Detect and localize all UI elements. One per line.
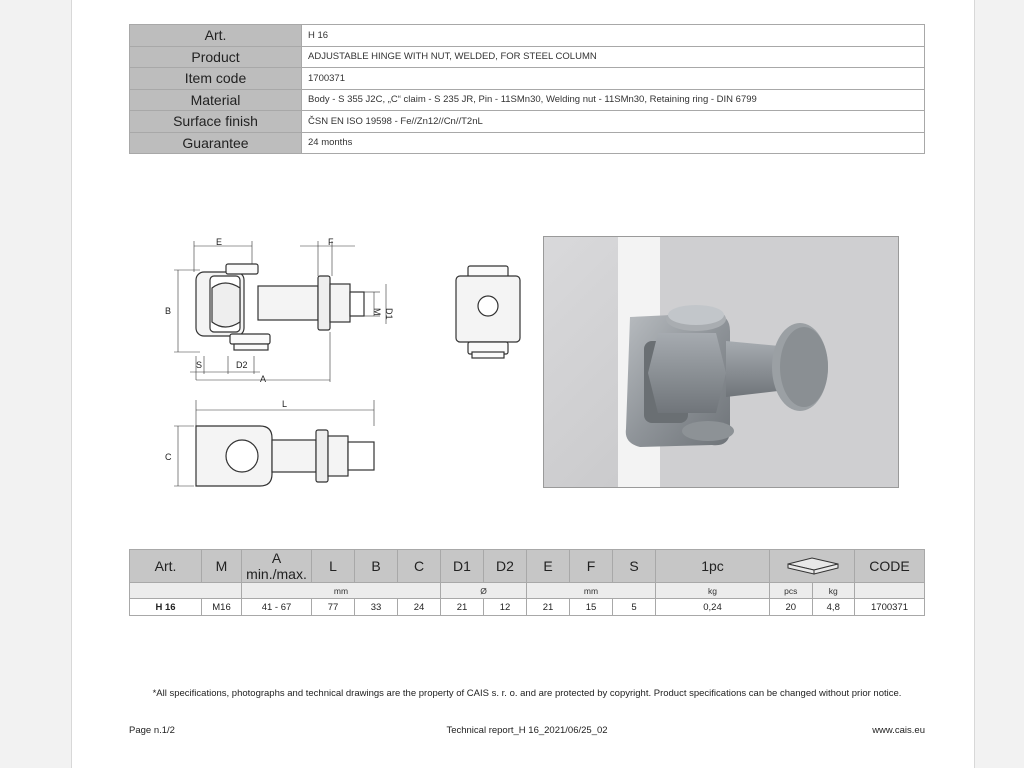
col-header: L <box>312 550 355 583</box>
page-margin-right <box>974 0 1024 768</box>
product-photo <box>543 236 899 488</box>
report-id: Technical report_H 16_2021/06/25_02 <box>446 725 608 736</box>
dimensions-table <box>129 549 925 616</box>
cell-pcs: 20 <box>770 599 813 616</box>
col-header: F <box>570 550 613 583</box>
dim-label-a: A <box>260 374 267 384</box>
spec-key: Guarantee <box>130 132 302 154</box>
spec-table <box>129 24 925 154</box>
spec-row <box>130 25 925 47</box>
copyright-note: *All specifications, photographs and technical drawings are the property of CAIS s. r. o. and are protected by copyright. Product specifications can be changed without prior notice. <box>152 688 902 699</box>
col-header: E <box>527 550 570 583</box>
package-icon <box>782 554 842 576</box>
col-header: 1pc <box>656 550 770 583</box>
dim-label-e: E <box>216 237 223 247</box>
spec-row <box>130 132 925 154</box>
drawing-end-view <box>448 262 528 362</box>
spec-key: Art. <box>130 25 302 47</box>
unit-mm: mm <box>242 583 441 599</box>
cell-c: 24 <box>398 599 441 616</box>
dim-label-m: M <box>372 308 382 316</box>
table-row <box>130 599 925 616</box>
cell-weight: 0,24 <box>656 599 770 616</box>
unit-kg: kg <box>656 583 770 599</box>
dim-label-b: B <box>165 306 172 316</box>
cell-f: 15 <box>570 599 613 616</box>
dim-label-f: F <box>328 237 334 247</box>
dim-label-l: L <box>282 399 288 409</box>
spec-key: Surface finish <box>130 111 302 133</box>
spec-row <box>130 89 925 111</box>
spec-key: Material <box>130 89 302 111</box>
cell-pack-kg: 4,8 <box>812 599 854 616</box>
dim-label-d1: D1 <box>384 308 394 320</box>
unit-pcs: pcs <box>770 583 813 599</box>
cell-d2: 12 <box>484 599 527 616</box>
spec-value: Body - S 355 J2C, „C“ claim - S 235 JR, Pin - 11SMn30, Welding nut - 11SMn30, Retaining ring - DIN 6799 <box>302 89 925 111</box>
col-header: A min./max. <box>242 550 312 583</box>
col-header: S <box>613 550 656 583</box>
spec-value: 24 months <box>302 132 925 154</box>
col-header: CODE <box>855 550 925 583</box>
dim-label-s: S <box>196 360 203 370</box>
spec-value: ČSN EN ISO 19598 - Fe//Zn12//Cn//T2nL <box>302 111 925 133</box>
cell-art: H 16 <box>130 599 202 616</box>
unit-kg: kg <box>812 583 854 599</box>
dim-label-c: C <box>165 452 172 462</box>
page-margin-left <box>0 0 72 768</box>
drawing-side-view <box>160 236 420 386</box>
cell-e: 21 <box>527 599 570 616</box>
cell-code: 1700371 <box>855 599 925 616</box>
col-header: C <box>398 550 441 583</box>
col-header: B <box>355 550 398 583</box>
unit-dia: Ø <box>441 583 527 599</box>
table-units-row <box>130 583 925 599</box>
cell-m: M16 <box>202 599 242 616</box>
col-header: D2 <box>484 550 527 583</box>
table-header-row <box>130 550 925 583</box>
drawing-top-view <box>160 396 400 496</box>
spec-key: Item code <box>130 68 302 90</box>
cell-s: 5 <box>613 599 656 616</box>
cell-a: 41 - 67 <box>242 599 312 616</box>
page-number: Page n.1/2 <box>129 725 175 736</box>
col-header: M <box>202 550 242 583</box>
package-header <box>770 550 855 583</box>
hinge-photo-illustration <box>544 237 899 488</box>
col-header: Art. <box>130 550 202 583</box>
spec-value: 1700371 <box>302 68 925 90</box>
spec-key: Product <box>130 46 302 68</box>
dim-label-d2: D2 <box>236 360 248 370</box>
website-link[interactable]: www.cais.eu <box>872 725 925 736</box>
spec-row <box>130 68 925 90</box>
col-header: D1 <box>441 550 484 583</box>
cell-b: 33 <box>355 599 398 616</box>
cell-l: 77 <box>312 599 355 616</box>
spec-row <box>130 46 925 68</box>
spec-value: ADJUSTABLE HINGE WITH NUT, WELDED, FOR STEEL COLUMN <box>302 46 925 68</box>
spec-value: H 16 <box>302 25 925 47</box>
unit-mm: mm <box>527 583 656 599</box>
spec-row <box>130 111 925 133</box>
cell-d1: 21 <box>441 599 484 616</box>
